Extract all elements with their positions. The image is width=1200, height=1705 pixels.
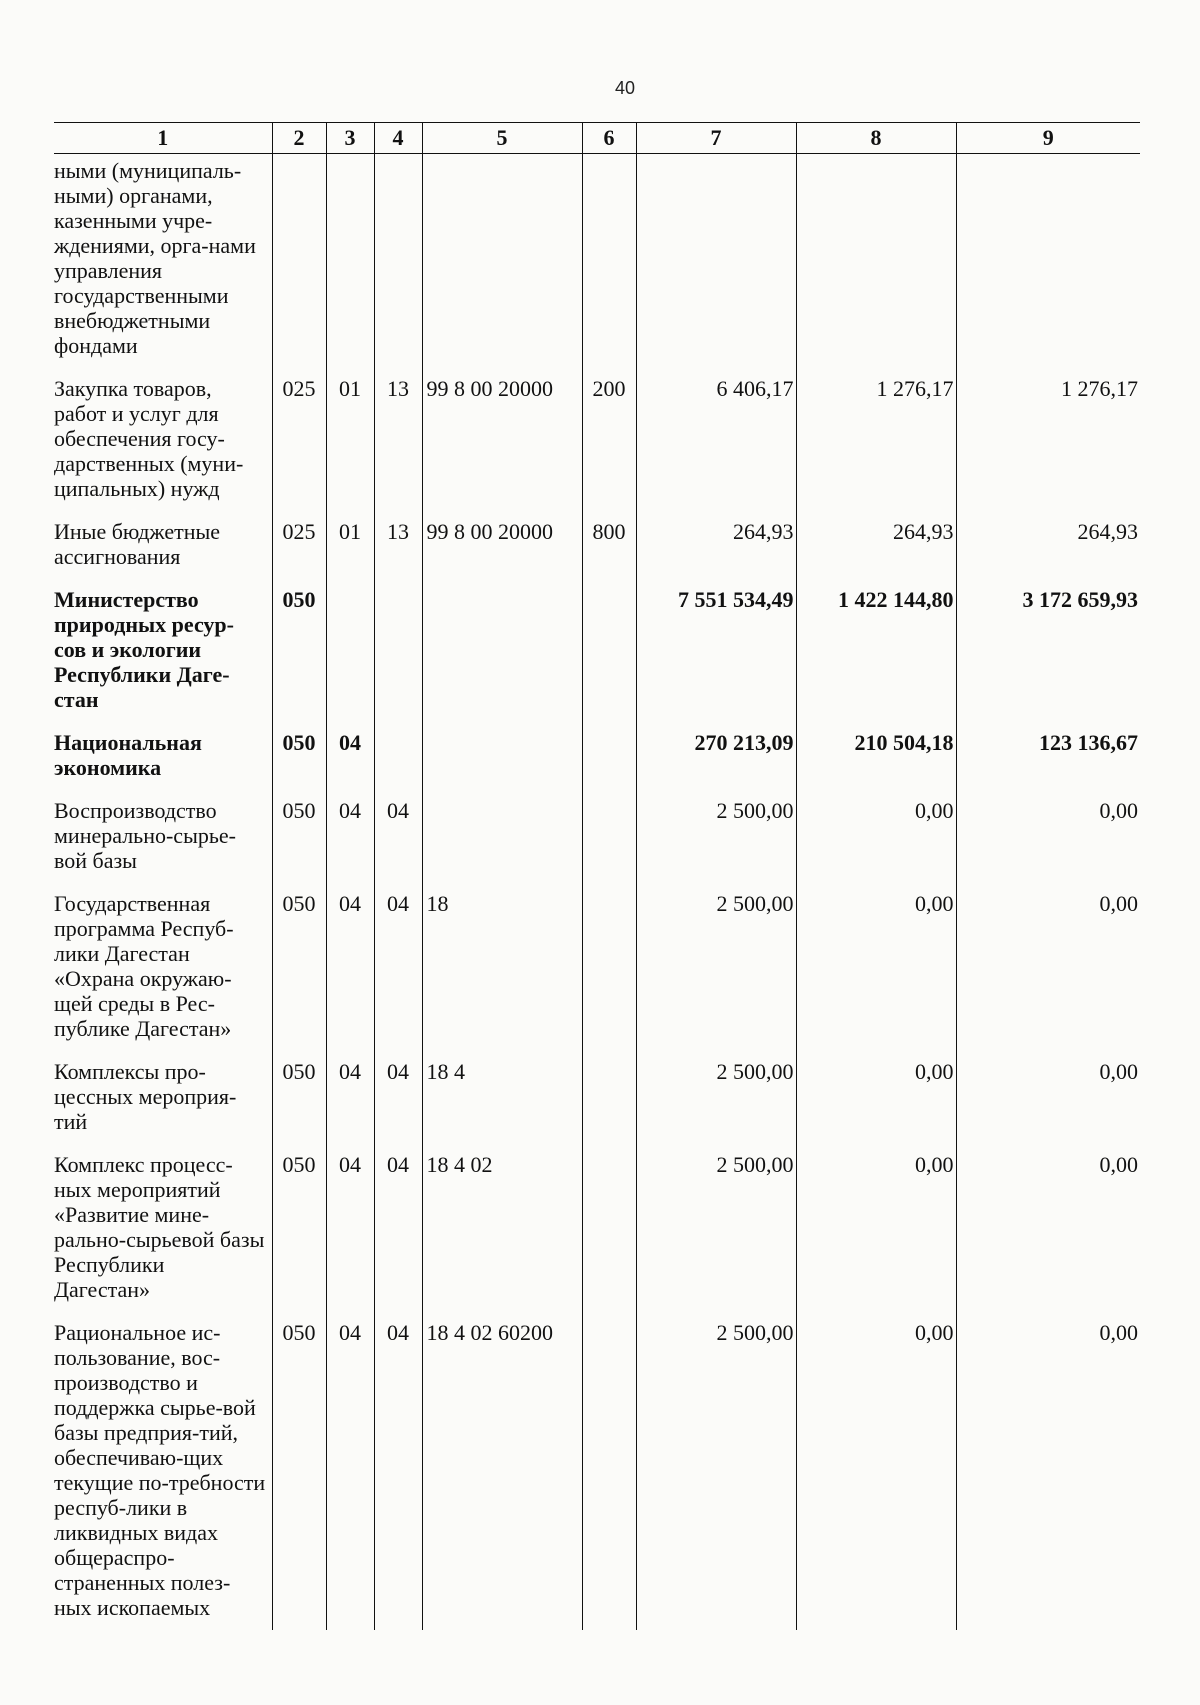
cell-amount-col9: 1 276,17 [956, 372, 1140, 515]
cell-amount-col7: 6 406,17 [636, 372, 796, 515]
cell-target-article: 18 4 02 [422, 1148, 582, 1316]
cell-expense-type: 800 [582, 515, 636, 583]
row-name: Комплекс процесс-ных мероприятий «Развитие мине-рально-сырьевой базы Республики Дагестан» [54, 1152, 265, 1302]
cell-ministry-code: 025 [272, 372, 326, 515]
header-col-8: 8 [796, 123, 956, 154]
header-col-6: 6 [582, 123, 636, 154]
cell-expense-type [582, 1055, 636, 1148]
cell-target-article [422, 726, 582, 794]
cell-amount-col9: 0,00 [956, 794, 1140, 887]
table-row [54, 1055, 1140, 1148]
header-col-3: 3 [326, 123, 374, 154]
cell-target-article [422, 583, 582, 726]
cell-section: 01 [326, 515, 374, 583]
row-name: ными (муниципаль-ными) органами, казенными учре-ждениями, орга-нами управления государственными внебюджетными фондами [54, 158, 256, 358]
header-col-1: 1 [54, 123, 272, 154]
row-name: Рациональное ис-пользование, вос-производство и поддержка сырье-вой базы предприя-тий, обеспечиваю-щих текущие по-требности респуб-лики в ликвидных видах общераспро-страненных полез-ных ископаемых [54, 1320, 266, 1620]
cell-amount-col8: 0,00 [796, 887, 956, 1055]
cell-amount-col9 [956, 154, 1140, 373]
cell-target-article [422, 154, 582, 373]
cell-ministry-code: 050 [272, 887, 326, 1055]
cell-expense-type [582, 583, 636, 726]
header-col-5: 5 [422, 123, 582, 154]
cell-section: 04 [326, 794, 374, 887]
cell-subsection [374, 154, 422, 373]
cell-target-article: 18 4 02 60200 [422, 1316, 582, 1630]
cell-subsection [374, 583, 422, 726]
cell-amount-col8: 1 276,17 [796, 372, 956, 515]
row-name: Закупка товаров, работ и услуг для обеспечения госу-дарственных (муни-ципальных) нужд [54, 376, 244, 501]
cell-section: 01 [326, 372, 374, 515]
cell-amount-col8 [796, 154, 956, 373]
cell-ministry-code: 050 [272, 583, 326, 726]
cell-subsection: 13 [374, 515, 422, 583]
row-name: Комплексы про-цессных мероприя-тий [54, 1059, 237, 1134]
cell-ministry-code: 050 [272, 1316, 326, 1630]
header-col-7: 7 [636, 123, 796, 154]
header-col-2: 2 [272, 123, 326, 154]
cell-expense-type [582, 154, 636, 373]
cell-target-article: 99 8 00 20000 [422, 515, 582, 583]
cell-section: 04 [326, 726, 374, 794]
cell-subsection: 04 [374, 1316, 422, 1630]
cell-amount-col9: 123 136,67 [956, 726, 1140, 794]
row-name: Воспроизводство минерально-сырье-вой базы [54, 798, 236, 873]
cell-section: 04 [326, 887, 374, 1055]
row-name: Иные бюджетные ассигнования [54, 519, 221, 569]
cell-amount-col9: 264,93 [956, 515, 1140, 583]
budget-table [54, 122, 1140, 1630]
cell-target-article [422, 794, 582, 887]
cell-ministry-code: 050 [272, 794, 326, 887]
table-row [54, 154, 1140, 373]
cell-section: 04 [326, 1316, 374, 1630]
cell-subsection: 04 [374, 794, 422, 887]
cell-ministry-code: 050 [272, 726, 326, 794]
cell-ministry-code [272, 154, 326, 373]
table-body [54, 154, 1140, 1631]
cell-amount-col8: 0,00 [796, 794, 956, 887]
cell-section [326, 583, 374, 726]
cell-expense-type [582, 1148, 636, 1316]
cell-section: 04 [326, 1055, 374, 1148]
cell-amount-col9: 3 172 659,93 [956, 583, 1140, 726]
cell-subsection: 13 [374, 372, 422, 515]
header-row [54, 123, 1140, 154]
cell-amount-col7: 2 500,00 [636, 1055, 796, 1148]
cell-amount-col7: 7 551 534,49 [636, 583, 796, 726]
cell-amount-col9: 0,00 [956, 1055, 1140, 1148]
cell-amount-col7: 2 500,00 [636, 794, 796, 887]
cell-amount-col7: 2 500,00 [636, 1316, 796, 1630]
cell-amount-col8: 264,93 [796, 515, 956, 583]
cell-ministry-code: 025 [272, 515, 326, 583]
row-name: Государственная программа Респуб-лики Дагестан «Охрана окружаю-щей среды в Рес-публике Дагестан» [54, 891, 234, 1041]
row-name: Министерство природных ресур-сов и экологии Республики Даге-стан [54, 587, 234, 712]
cell-subsection: 04 [374, 1055, 422, 1148]
cell-expense-type [582, 1316, 636, 1630]
table-row [54, 1148, 1140, 1316]
cell-subsection: 04 [374, 887, 422, 1055]
table-row [54, 515, 1140, 583]
cell-expense-type [582, 887, 636, 1055]
row-name: Национальная экономика [54, 730, 202, 780]
cell-target-article: 18 4 [422, 1055, 582, 1148]
cell-expense-type [582, 794, 636, 887]
cell-target-article: 99 8 00 20000 [422, 372, 582, 515]
cell-section: 04 [326, 1148, 374, 1316]
cell-amount-col8: 1 422 144,80 [796, 583, 956, 726]
cell-amount-col8: 210 504,18 [796, 726, 956, 794]
header-col-9: 9 [956, 123, 1140, 154]
cell-amount-col9: 0,00 [956, 1316, 1140, 1630]
cell-amount-col8: 0,00 [796, 1055, 956, 1148]
cell-amount-col8: 0,00 [796, 1148, 956, 1316]
cell-ministry-code: 050 [272, 1148, 326, 1316]
cell-subsection [374, 726, 422, 794]
table-row [54, 794, 1140, 887]
cell-expense-type: 200 [582, 372, 636, 515]
cell-ministry-code: 050 [272, 1055, 326, 1148]
cell-amount-col7: 2 500,00 [636, 1148, 796, 1316]
table-row [54, 887, 1140, 1055]
table-row [54, 372, 1140, 515]
cell-amount-col7: 264,93 [636, 515, 796, 583]
cell-amount-col9: 0,00 [956, 887, 1140, 1055]
table-row [54, 583, 1140, 726]
cell-amount-col9: 0,00 [956, 1148, 1140, 1316]
cell-target-article: 18 [422, 887, 582, 1055]
page-number: 40 [614, 78, 636, 98]
cell-amount-col7: 270 213,09 [636, 726, 796, 794]
header-col-4: 4 [374, 123, 422, 154]
cell-amount-col8: 0,00 [796, 1316, 956, 1630]
table-row [54, 1316, 1140, 1630]
cell-expense-type [582, 726, 636, 794]
cell-amount-col7: 2 500,00 [636, 887, 796, 1055]
cell-amount-col7 [636, 154, 796, 373]
cell-subsection: 04 [374, 1148, 422, 1316]
cell-section [326, 154, 374, 373]
table-row [54, 726, 1140, 794]
